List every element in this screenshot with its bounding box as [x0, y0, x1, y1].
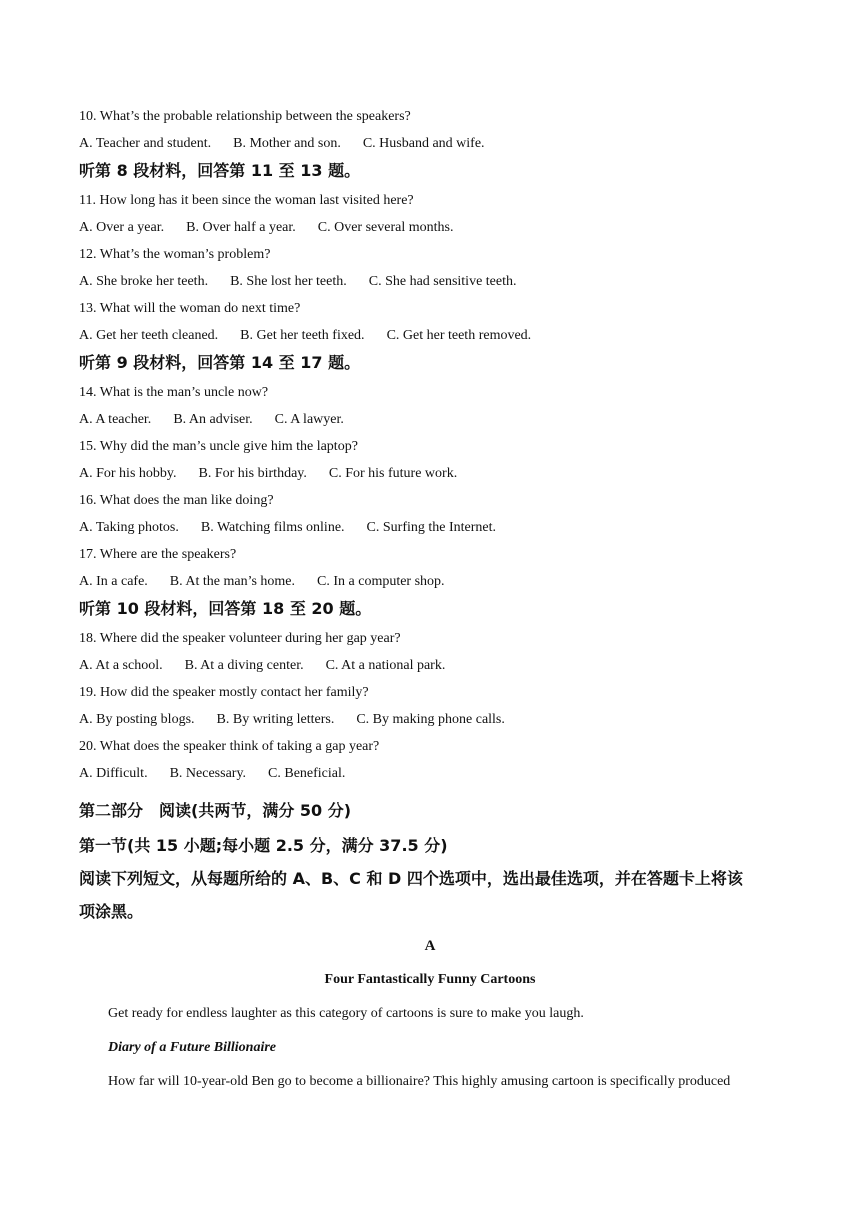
option: B. By writing letters.: [216, 712, 335, 727]
option-row: [79, 411, 344, 429]
section1-title: 第一节(共 15 小题;每小题 2.5 分，满分 37.5 分): [79, 836, 448, 855]
option: B. Get her teeth fixed.: [240, 328, 365, 343]
option-row: [79, 327, 531, 345]
option: C. At a national park.: [325, 658, 446, 673]
passage-body: How far will 10-year-old Ben go to become a billionaire? This highly amusing cartoon is specifically produced: [108, 1074, 731, 1089]
question: 18. Where did the speaker volunteer during her gap year?: [79, 631, 401, 646]
instruction-line-1: 阅读下列短文，从每题所给的 A、B、C 和 D 四个选项中，选出最佳选项，并在答题卡上将该: [79, 869, 743, 888]
question: 19. How did the speaker mostly contact her family?: [79, 685, 369, 700]
option: A. By posting blogs.: [79, 712, 195, 727]
option: A. She broke her teeth.: [79, 274, 209, 289]
option: C. For his future work.: [328, 466, 458, 481]
option: A. A teacher.: [79, 412, 152, 427]
option: A. Teacher and student.: [79, 136, 212, 151]
question: 12. What’s the woman’s problem?: [79, 247, 271, 262]
option: A. For his hobby.: [79, 466, 177, 481]
option: C. A lawyer.: [274, 412, 344, 427]
option: C. Over several months.: [317, 220, 454, 235]
option-row: [79, 711, 505, 729]
question: 15. Why did the man’s uncle give him the laptop?: [79, 439, 358, 454]
question: 17. Where are the speakers?: [79, 547, 237, 562]
option: B. At the man’s home.: [169, 574, 296, 589]
option: A. Get her teeth cleaned.: [79, 328, 219, 343]
question: 16. What does the man like doing?: [79, 493, 274, 508]
section-heading: 听第 8 段材料，回答第 11 至 13 题。: [79, 161, 361, 180]
option: C. Get her teeth removed.: [386, 328, 532, 343]
option-row: [79, 573, 445, 591]
question: 20. What does the speaker think of taking a gap year?: [79, 739, 380, 754]
question: 10. What’s the probable relationship between the speakers?: [79, 109, 411, 124]
part2-title: 第二部分 阅读(共两节，满分 50 分): [79, 801, 352, 820]
option: C. By making phone calls.: [356, 712, 505, 727]
passage-subtitle: Diary of a Future Billionaire: [108, 1040, 277, 1055]
option: C. She had sensitive teeth.: [368, 274, 517, 289]
section-heading: 听第 9 段材料，回答第 14 至 17 题。: [79, 353, 361, 372]
option: B. At a diving center.: [184, 658, 304, 673]
question: 11. How long has it been since the woman last visited here?: [79, 193, 414, 208]
option: C. In a computer shop.: [317, 574, 445, 589]
option: A. Difficult.: [79, 766, 148, 781]
passage-intro: Get ready for endless laughter as this category of cartoons is sure to make you laugh.: [108, 1006, 584, 1021]
option: B. An adviser.: [173, 412, 253, 427]
section-heading: 听第 10 段材料，回答第 18 至 20 题。: [79, 599, 372, 618]
option: A. At a school.: [79, 658, 163, 673]
passage-letter: A: [424, 938, 436, 954]
option-row: [79, 273, 517, 291]
option: B. She lost her teeth.: [230, 274, 347, 289]
option-row: [79, 519, 496, 537]
option: B. Necessary.: [169, 766, 247, 781]
option: C. Surfing the Internet.: [366, 520, 497, 535]
option: A. In a cafe.: [79, 574, 148, 589]
option: B. Over half a year.: [186, 220, 296, 235]
option: A. Over a year.: [79, 220, 165, 235]
option-row: [79, 219, 453, 237]
question: 13. What will the woman do next time?: [79, 301, 301, 316]
option-row: [79, 765, 345, 783]
option-row: [79, 135, 485, 153]
option-row: [79, 657, 445, 675]
passage-title: Four Fantastically Funny Cartoons: [324, 972, 536, 987]
option: B. Mother and son.: [233, 136, 341, 151]
option: A. Taking photos.: [79, 520, 179, 535]
option: C. Husband and wife.: [362, 136, 485, 151]
option: C. Beneficial.: [268, 766, 346, 781]
option: B. For his birthday.: [198, 466, 307, 481]
instruction-line-2: 项涂黑。: [79, 902, 144, 921]
option: B. Watching films online.: [200, 520, 345, 535]
option-row: [79, 465, 457, 483]
question: 14. What is the man’s uncle now?: [79, 385, 269, 400]
